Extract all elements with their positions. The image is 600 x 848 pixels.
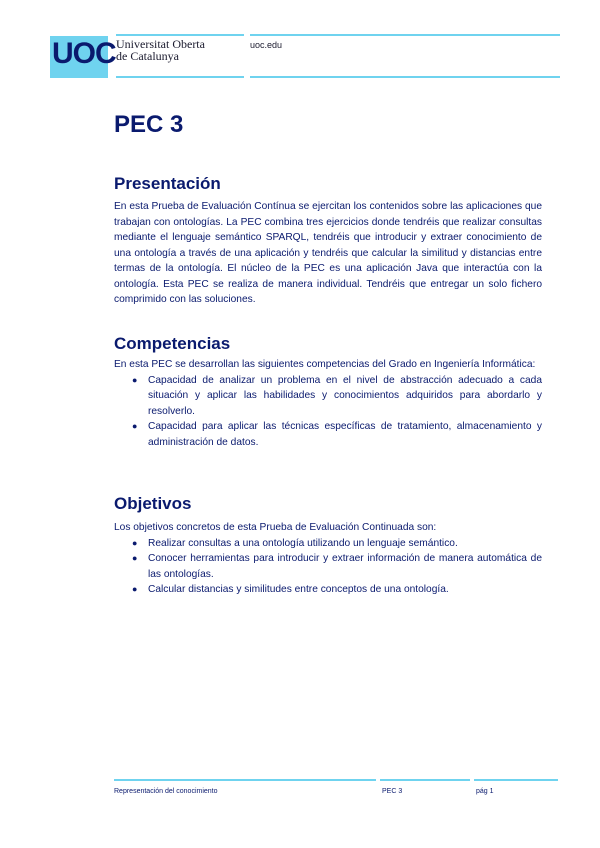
page-title: PEC 3 bbox=[114, 111, 184, 138]
footer-rule-left bbox=[114, 779, 376, 781]
uoc-logo: UOC bbox=[52, 37, 116, 70]
list-item-text: Conocer herramientas para introducir y extraer información de manera automática de las ontologías. bbox=[148, 553, 542, 580]
section-heading-competencias: Competencias bbox=[114, 334, 231, 353]
presentacion-body: En esta Prueba de Evaluación Contínua se ejercitan los contenidos sobre las aplicaciones que trabajan con ontologías. La PEC combina tres ejercicios donde tendréis que realizar consultas mediante el lenguaje semántico SPARQL, tendréis que introducir y extraer conocimiento de una ontología a través de una aplicación y tendréis que calcular la similitud y distancias entre termas de la ontología. El núcleo de la PEC es una aplicación Java que interactúa con la ontología. Esta PEC se realiza de manera individual. Tendréis que entregar un solo fichero comprimido con las soluciones. bbox=[114, 201, 542, 305]
list-item-text: Realizar consultas a una ontología utilizando un lenguaje semántico. bbox=[148, 537, 458, 549]
header-rule-top-left bbox=[116, 34, 244, 36]
university-url: uoc.edu bbox=[250, 40, 283, 50]
footer-rule-right bbox=[474, 779, 558, 781]
list-item-text: Capacidad para aplicar las técnicas específicas de tratamiento, almacenamiento y administración de datos. bbox=[148, 421, 542, 448]
section-competencias bbox=[114, 334, 542, 450]
header-rule-bottom-right bbox=[250, 76, 560, 78]
list-item bbox=[132, 551, 542, 582]
list-item-text: Calcular distancias y similitudes entre conceptos de una ontología. bbox=[148, 584, 449, 595]
competencias-intro: En esta PEC se desarrollan las siguientes competencias del Grado en Ingeniería Informática: bbox=[114, 359, 536, 370]
university-name-line1: Universitat Oberta bbox=[116, 37, 205, 51]
section-heading-presentacion: Presentación bbox=[114, 174, 221, 193]
list-item bbox=[132, 582, 542, 598]
section-presentacion bbox=[114, 174, 542, 308]
list-item-text: Capacidad de analizar un problema en el nivel de abstracción adecuado a cada situación y aplicar las habilidades y conocimientos adquiridos para abordarlo y resolverlo. bbox=[148, 374, 542, 417]
bullet-icon: ● bbox=[132, 584, 138, 594]
section-heading-objetivos: Objetivos bbox=[114, 494, 192, 513]
objetivos-list bbox=[114, 536, 542, 598]
bullet-icon: ● bbox=[132, 374, 138, 385]
bullet-icon: ● bbox=[132, 537, 138, 548]
section-objetivos bbox=[114, 494, 542, 598]
list-item bbox=[132, 536, 542, 552]
header-rule-bottom-left bbox=[116, 76, 244, 78]
footer-page-number: pág 1 bbox=[476, 788, 494, 795]
university-name-line2: de Catalunya bbox=[116, 49, 179, 63]
bullet-icon: ● bbox=[132, 421, 138, 431]
list-item bbox=[132, 419, 542, 450]
footer-document-name: PEC 3 bbox=[382, 788, 403, 795]
university-name bbox=[116, 38, 205, 62]
footer-course-name: Representación del conocimiento bbox=[114, 788, 218, 795]
objetivos-intro: Los objetivos concretos de esta Prueba de Evaluación Continuada son: bbox=[114, 522, 437, 533]
bullet-icon: ● bbox=[132, 553, 138, 563]
list-item bbox=[132, 373, 542, 420]
competencias-list bbox=[114, 373, 542, 451]
footer-rule-center bbox=[380, 779, 470, 781]
header-rule-top-right bbox=[250, 34, 560, 36]
